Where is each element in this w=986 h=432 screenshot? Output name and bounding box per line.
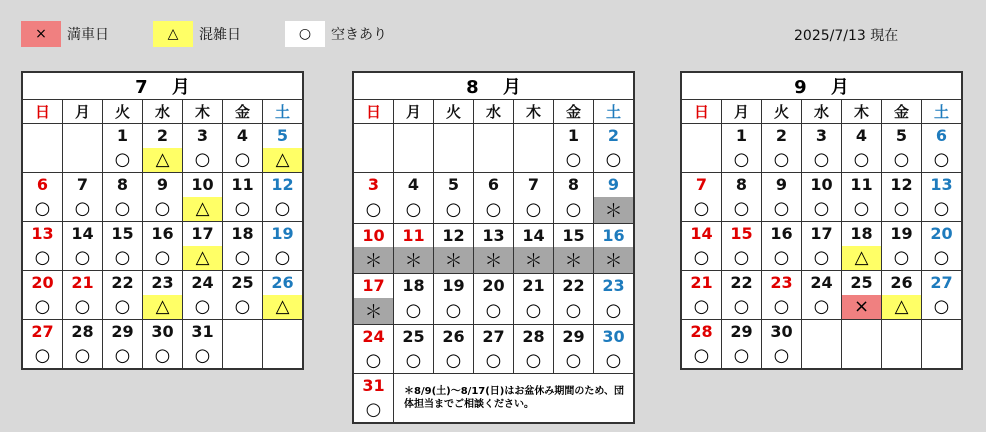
legend-open	[285, 21, 431, 47]
availability-mark: ○	[23, 344, 63, 369]
legend-busy-label: 混雑日	[199, 27, 241, 43]
availability-mark: ○	[922, 197, 962, 222]
day-number: 14	[63, 222, 103, 246]
availability-mark	[354, 148, 394, 173]
day-number	[922, 320, 962, 344]
month-title	[23, 73, 303, 100]
day-number: 13	[474, 223, 514, 247]
day-number: 2	[594, 124, 634, 148]
day-number	[474, 124, 514, 148]
day-number	[223, 320, 263, 344]
obon-holiday-note: ＊8/9(土)～8/17(日)はお盆休み期間のため、団体担当までご相談ください。	[394, 373, 634, 422]
day-number: 6	[922, 124, 962, 148]
day-number: 22	[554, 274, 594, 298]
availability-mark: ○	[882, 246, 922, 271]
legend-open-swatch: ○	[285, 21, 325, 47]
day-number: 3	[354, 173, 394, 197]
availability-mark: ＊	[434, 247, 474, 274]
day-number: 4	[842, 124, 882, 148]
availability-mark: ○	[103, 344, 143, 369]
availability-mark: ○	[722, 148, 762, 173]
availability-mark	[922, 344, 962, 369]
day-number: 25	[842, 271, 882, 295]
availability-mark: ＊	[354, 247, 394, 274]
day-number: 11	[394, 223, 434, 247]
availability-mark: ○	[922, 246, 962, 271]
availability-mark: ○	[474, 298, 514, 325]
availability-mark: ○	[762, 246, 802, 271]
day-number: 25	[394, 324, 434, 348]
legend-full-swatch: ×	[21, 21, 61, 47]
weekday-header: 土	[922, 100, 962, 124]
availability-mark: △	[842, 246, 882, 271]
availability-mark: △	[263, 148, 303, 173]
availability-mark: ＊	[514, 247, 554, 274]
availability-mark: ○	[722, 197, 762, 222]
calendar-september	[680, 71, 963, 370]
day-number: 29	[103, 320, 143, 344]
day-number: 22	[103, 271, 143, 295]
day-number: 31	[183, 320, 223, 344]
availability-mark: ○	[143, 344, 183, 369]
availability-mark: ＊	[554, 247, 594, 274]
availability-mark: ○	[63, 344, 103, 369]
day-number	[682, 124, 722, 148]
availability-mark: ○	[354, 197, 394, 224]
day-number: 16	[143, 222, 183, 246]
availability-mark	[63, 148, 103, 173]
day-number: 2	[143, 124, 183, 148]
legend-busy	[153, 21, 285, 47]
day-number: 5	[882, 124, 922, 148]
availability-mark: ○	[434, 348, 474, 373]
day-number: 12	[263, 173, 303, 197]
calendar-grid	[22, 72, 303, 369]
availability-mark: ○	[762, 148, 802, 173]
day-number: 22	[722, 271, 762, 295]
day-number: 16	[762, 222, 802, 246]
availability-mark: ○	[554, 348, 594, 373]
day-number: 10	[354, 223, 394, 247]
availability-mark: ○	[842, 197, 882, 222]
day-number	[434, 124, 474, 148]
availability-mark: ＊	[594, 197, 634, 224]
weekday-header: 木	[514, 100, 554, 124]
weekday-header: 金	[882, 100, 922, 124]
availability-mark: ○	[554, 148, 594, 173]
availability-mark: ○	[722, 295, 762, 320]
availability-mark	[434, 148, 474, 173]
day-number: 26	[434, 324, 474, 348]
availability-mark: ○	[762, 344, 802, 369]
day-number: 1	[554, 124, 594, 148]
availability-mark: ○	[722, 246, 762, 271]
weekday-header: 土	[594, 100, 634, 124]
availability-mark: ○	[23, 197, 63, 222]
day-number: 4	[223, 124, 263, 148]
legend-full-label: 満車日	[67, 27, 109, 43]
availability-mark: ○	[594, 148, 634, 173]
availability-mark: ○	[434, 298, 474, 325]
availability-mark	[882, 344, 922, 369]
availability-mark	[394, 148, 434, 173]
availability-mark: ○	[842, 148, 882, 173]
availability-mark: ○	[474, 197, 514, 224]
availability-mark: ○	[722, 344, 762, 369]
availability-mark: ＊	[594, 247, 634, 274]
day-number: 9	[762, 173, 802, 197]
day-number: 14	[514, 223, 554, 247]
availability-mark	[223, 344, 263, 369]
availability-mark: △	[263, 295, 303, 320]
month-title-text: 7 月	[135, 77, 190, 98]
weekday-header: 金	[223, 100, 263, 124]
day-number: 17	[354, 274, 394, 298]
day-number: 1	[722, 124, 762, 148]
month-title	[354, 73, 634, 100]
availability-mark	[263, 344, 303, 369]
day-number: 17	[802, 222, 842, 246]
weekday-header: 水	[143, 100, 183, 124]
day-number: 19	[263, 222, 303, 246]
availability-mark: ○	[762, 295, 802, 320]
day-number: 11	[223, 173, 263, 197]
availability-mark: ○	[365, 398, 382, 420]
day-number: 8	[722, 173, 762, 197]
day-number: 8	[103, 173, 143, 197]
calendar-august	[352, 71, 635, 424]
availability-mark: △	[882, 295, 922, 320]
day-number: 3	[183, 124, 223, 148]
day-number: 25	[223, 271, 263, 295]
day-number: 2	[762, 124, 802, 148]
day-number: 23	[762, 271, 802, 295]
availability-mark: ○	[882, 197, 922, 222]
month-title	[682, 73, 962, 100]
availability-mark: ○	[882, 148, 922, 173]
availability-mark: ○	[23, 295, 63, 320]
day-number: 18	[223, 222, 263, 246]
availability-mark: ○	[394, 298, 434, 325]
day-number: 21	[682, 271, 722, 295]
availability-mark: ○	[354, 348, 394, 373]
day-number: 1	[103, 124, 143, 148]
availability-mark: ○	[514, 348, 554, 373]
calendar-grid	[353, 72, 634, 423]
availability-mark: ○	[394, 348, 434, 373]
day-number: 19	[882, 222, 922, 246]
day-number: 27	[474, 324, 514, 348]
day-number	[514, 124, 554, 148]
day-number: 27	[922, 271, 962, 295]
day-number: 12	[882, 173, 922, 197]
availability-mark: ○	[802, 197, 842, 222]
availability-mark: ○	[394, 197, 434, 224]
availability-mark: △	[143, 148, 183, 173]
availability-mark: ○	[183, 295, 223, 320]
availability-mark	[842, 344, 882, 369]
day-number: 28	[682, 320, 722, 344]
weekday-header: 日	[23, 100, 63, 124]
availability-mark: ○	[183, 148, 223, 173]
weekday-header: 水	[474, 100, 514, 124]
day-number: 29	[722, 320, 762, 344]
day-number: 19	[434, 274, 474, 298]
availability-mark: ×	[842, 295, 882, 320]
availability-mark: ○	[554, 197, 594, 224]
day-number	[882, 320, 922, 344]
day-number: 26	[882, 271, 922, 295]
availability-mark	[474, 148, 514, 173]
weekday-header: 日	[354, 100, 394, 124]
day-number: 23	[143, 271, 183, 295]
availability-mark: ○	[63, 197, 103, 222]
day-number	[23, 124, 63, 148]
day-number: 9	[143, 173, 183, 197]
month-title-text: 9 月	[794, 77, 849, 98]
availability-mark: ○	[103, 295, 143, 320]
day-number: 13	[922, 173, 962, 197]
availability-mark: ＊	[474, 247, 514, 274]
day-number	[802, 320, 842, 344]
day-number: 30	[143, 320, 183, 344]
availability-mark	[23, 148, 63, 173]
day-number: 28	[63, 320, 103, 344]
weekday-header: 木	[183, 100, 223, 124]
availability-mark: ○	[514, 298, 554, 325]
availability-mark: △	[183, 197, 223, 222]
day-number: 10	[183, 173, 223, 197]
availability-mark	[514, 148, 554, 173]
availability-mark: ○	[23, 246, 63, 271]
availability-mark: ○	[103, 148, 143, 173]
calendar-july	[21, 71, 304, 370]
availability-mark: ＊	[354, 298, 394, 325]
day-number: 11	[842, 173, 882, 197]
day-number: 15	[722, 222, 762, 246]
day-number: 28	[514, 324, 554, 348]
day-number: 12	[434, 223, 474, 247]
availability-mark: ○	[263, 246, 303, 271]
day-number: 20	[474, 274, 514, 298]
weekday-header: 水	[802, 100, 842, 124]
day-number: 18	[842, 222, 882, 246]
weekday-header: 日	[682, 100, 722, 124]
availability-mark: ○	[682, 344, 722, 369]
calendar-grid	[681, 72, 962, 369]
weekday-header: 土	[263, 100, 303, 124]
day-number	[394, 124, 434, 148]
availability-mark: ○	[143, 246, 183, 271]
day-number: 31	[362, 375, 385, 395]
availability-mark: ○	[223, 246, 263, 271]
legend-full	[21, 21, 153, 47]
weekday-header: 木	[842, 100, 882, 124]
day-number: 24	[354, 324, 394, 348]
day-number: 30	[594, 324, 634, 348]
availability-mark: ○	[223, 295, 263, 320]
weekday-header: 月	[394, 100, 434, 124]
availability-mark: ○	[103, 246, 143, 271]
availability-mark: ○	[183, 344, 223, 369]
day-number: 3	[802, 124, 842, 148]
day-number: 26	[263, 271, 303, 295]
availability-mark: ○	[143, 197, 183, 222]
day-number: 21	[63, 271, 103, 295]
availability-mark: ○	[103, 197, 143, 222]
day-number: 4	[394, 173, 434, 197]
day-number: 23	[594, 274, 634, 298]
weekday-header: 金	[554, 100, 594, 124]
day-number: 5	[434, 173, 474, 197]
availability-mark: ○	[682, 295, 722, 320]
day-number	[354, 124, 394, 148]
day-number: 24	[802, 271, 842, 295]
availability-mark: ○	[63, 295, 103, 320]
day-number: 6	[474, 173, 514, 197]
day-number: 27	[23, 320, 63, 344]
legend	[21, 21, 431, 47]
as-of-date: 2025/7/13 現在	[794, 28, 899, 44]
day-number: 29	[554, 324, 594, 348]
availability-mark: ○	[223, 197, 263, 222]
day-number: 15	[103, 222, 143, 246]
availability-mark: ○	[802, 246, 842, 271]
day-number: 7	[682, 173, 722, 197]
availability-mark	[802, 344, 842, 369]
day-31-cell	[354, 373, 394, 422]
availability-mark: ○	[554, 298, 594, 325]
availability-mark: ○	[762, 197, 802, 222]
weekday-header: 月	[63, 100, 103, 124]
availability-mark: ○	[802, 148, 842, 173]
day-number: 15	[554, 223, 594, 247]
day-number: 18	[394, 274, 434, 298]
day-number: 21	[514, 274, 554, 298]
legend-busy-swatch: △	[153, 21, 193, 47]
availability-mark: ○	[263, 197, 303, 222]
availability-mark: ○	[223, 148, 263, 173]
day-number: 14	[682, 222, 722, 246]
day-number: 8	[554, 173, 594, 197]
availability-mark: ○	[802, 295, 842, 320]
availability-mark: ○	[922, 295, 962, 320]
availability-mark: ○	[682, 197, 722, 222]
day-number: 17	[183, 222, 223, 246]
day-number	[263, 320, 303, 344]
weekday-header: 火	[434, 100, 474, 124]
day-number: 16	[594, 223, 634, 247]
day-number: 30	[762, 320, 802, 344]
availability-mark: ○	[682, 246, 722, 271]
availability-mark: ＊	[394, 247, 434, 274]
day-number	[63, 124, 103, 148]
day-number: 20	[922, 222, 962, 246]
availability-mark: ○	[434, 197, 474, 224]
day-number: 7	[514, 173, 554, 197]
day-number: 24	[183, 271, 223, 295]
availability-mark: ○	[594, 348, 634, 373]
day-number: 13	[23, 222, 63, 246]
availability-mark: ○	[594, 298, 634, 325]
availability-mark: △	[143, 295, 183, 320]
availability-mark	[682, 148, 722, 173]
day-number: 9	[594, 173, 634, 197]
availability-mark: ○	[63, 246, 103, 271]
availability-mark: △	[183, 246, 223, 271]
weekday-header: 火	[103, 100, 143, 124]
day-number: 5	[263, 124, 303, 148]
weekday-header: 火	[762, 100, 802, 124]
day-number	[842, 320, 882, 344]
availability-mark: ○	[922, 148, 962, 173]
weekday-header: 月	[722, 100, 762, 124]
day-number: 6	[23, 173, 63, 197]
day-number: 10	[802, 173, 842, 197]
availability-mark: ○	[514, 197, 554, 224]
day-number: 20	[23, 271, 63, 295]
availability-mark: ○	[474, 348, 514, 373]
legend-open-label: 空きあり	[331, 27, 387, 43]
month-title-text: 8 月	[466, 77, 521, 98]
day-number: 7	[63, 173, 103, 197]
